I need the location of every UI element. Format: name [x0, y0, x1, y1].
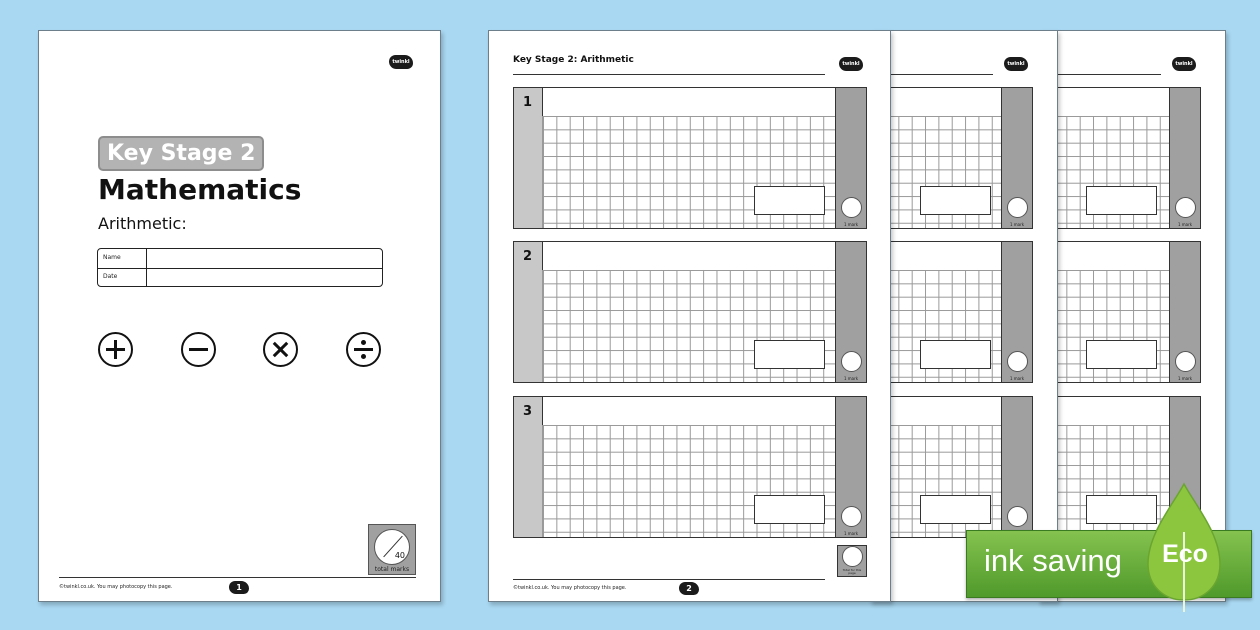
- mark-circle: [1007, 197, 1028, 218]
- mark-circle[interactable]: [841, 506, 862, 527]
- question-box: [1051, 241, 1201, 383]
- question-number: 1: [523, 95, 533, 110]
- question-box: [883, 87, 1033, 229]
- mark-column: [1001, 242, 1032, 382]
- date-label: Date: [103, 273, 118, 280]
- mark-circle[interactable]: [841, 351, 862, 372]
- total-marks-value: 40: [394, 551, 405, 560]
- question-box-1: [513, 87, 867, 229]
- multiply-icon: [263, 332, 298, 367]
- twinkl-logo: twinkl: [839, 57, 863, 71]
- answer-box[interactable]: [754, 340, 825, 369]
- worksheet-header: Key Stage 2: Arithmetic: [513, 55, 634, 65]
- answer-box: [920, 495, 991, 524]
- footer-text: ©twinkl.co.uk. You may photocopy this page.: [513, 585, 627, 591]
- mark-circle: [1007, 351, 1028, 372]
- header-line: [513, 74, 825, 75]
- total-label: Total for this page: [842, 568, 862, 575]
- mark-column: [835, 88, 866, 228]
- date-row: [98, 268, 382, 286]
- page-number-badge: 1: [229, 581, 249, 594]
- name-field[interactable]: [146, 249, 382, 268]
- total-circle[interactable]: [842, 546, 863, 567]
- page-title: Mathematics: [98, 173, 302, 206]
- mark-label: 1 mark: [1009, 222, 1025, 227]
- worksheet-page: [488, 30, 891, 602]
- mark-label: 1 mark: [1177, 222, 1193, 227]
- footer-line: [513, 579, 825, 580]
- minus-icon: [181, 332, 216, 367]
- page-number-badge: 2: [679, 582, 699, 595]
- footer-text: ©twinkl.co.uk. You may photocopy this page.: [59, 584, 173, 590]
- question-number: 2: [523, 249, 533, 264]
- mark-column: [835, 242, 866, 382]
- answer-box[interactable]: [754, 186, 825, 215]
- divide-icon: [346, 332, 381, 367]
- mark-label: 1 mark: [843, 531, 859, 536]
- question-box-2: [513, 241, 867, 383]
- cover-page: [38, 30, 441, 602]
- question-number: 3: [523, 404, 533, 419]
- mark-circle[interactable]: [841, 197, 862, 218]
- mark-column: [1001, 88, 1032, 228]
- answer-box: [920, 186, 991, 215]
- mark-label: 1 mark: [1177, 376, 1193, 381]
- mark-circle: [1007, 506, 1028, 527]
- mark-circle: [1175, 197, 1196, 218]
- twinkl-logo: twinkl: [1004, 57, 1028, 71]
- total-marks-circle: [374, 529, 410, 565]
- mark-column: [835, 397, 866, 537]
- worksheet-page-back-1: [870, 30, 1058, 602]
- name-label: Name: [103, 254, 121, 261]
- mark-column: [1001, 397, 1032, 537]
- total-marks-box: [368, 524, 416, 575]
- total-marks-label: total marks: [374, 566, 410, 573]
- answer-box: [1086, 340, 1157, 369]
- question-box-3: [513, 396, 867, 538]
- mark-column: [1169, 242, 1200, 382]
- date-field[interactable]: [146, 268, 382, 286]
- mark-label: 1 mark: [1009, 376, 1025, 381]
- answer-box: [920, 340, 991, 369]
- key-stage-badge: Key Stage 2: [98, 136, 264, 171]
- footer-line: [59, 577, 416, 578]
- twinkl-logo: twinkl: [389, 55, 413, 69]
- answer-box: [1086, 186, 1157, 215]
- header-line: [1051, 74, 1161, 75]
- header-line: [883, 74, 993, 75]
- details-table: [97, 248, 383, 287]
- plus-icon: [98, 332, 133, 367]
- question-box: [1051, 87, 1201, 229]
- page-subtitle: Arithmetic:: [98, 214, 187, 233]
- mark-label: 1 mark: [843, 376, 859, 381]
- eco-label: Eco: [1162, 540, 1208, 568]
- page-total-box: [837, 545, 867, 577]
- question-box: [883, 396, 1033, 538]
- mark-circle: [1175, 351, 1196, 372]
- answer-box[interactable]: [754, 495, 825, 524]
- mark-column: [1169, 88, 1200, 228]
- twinkl-logo: twinkl: [1172, 57, 1196, 71]
- ink-saving-text: ink saving: [984, 543, 1122, 578]
- question-box: [883, 241, 1033, 383]
- mark-label: 1 mark: [843, 222, 859, 227]
- name-row: [98, 249, 382, 269]
